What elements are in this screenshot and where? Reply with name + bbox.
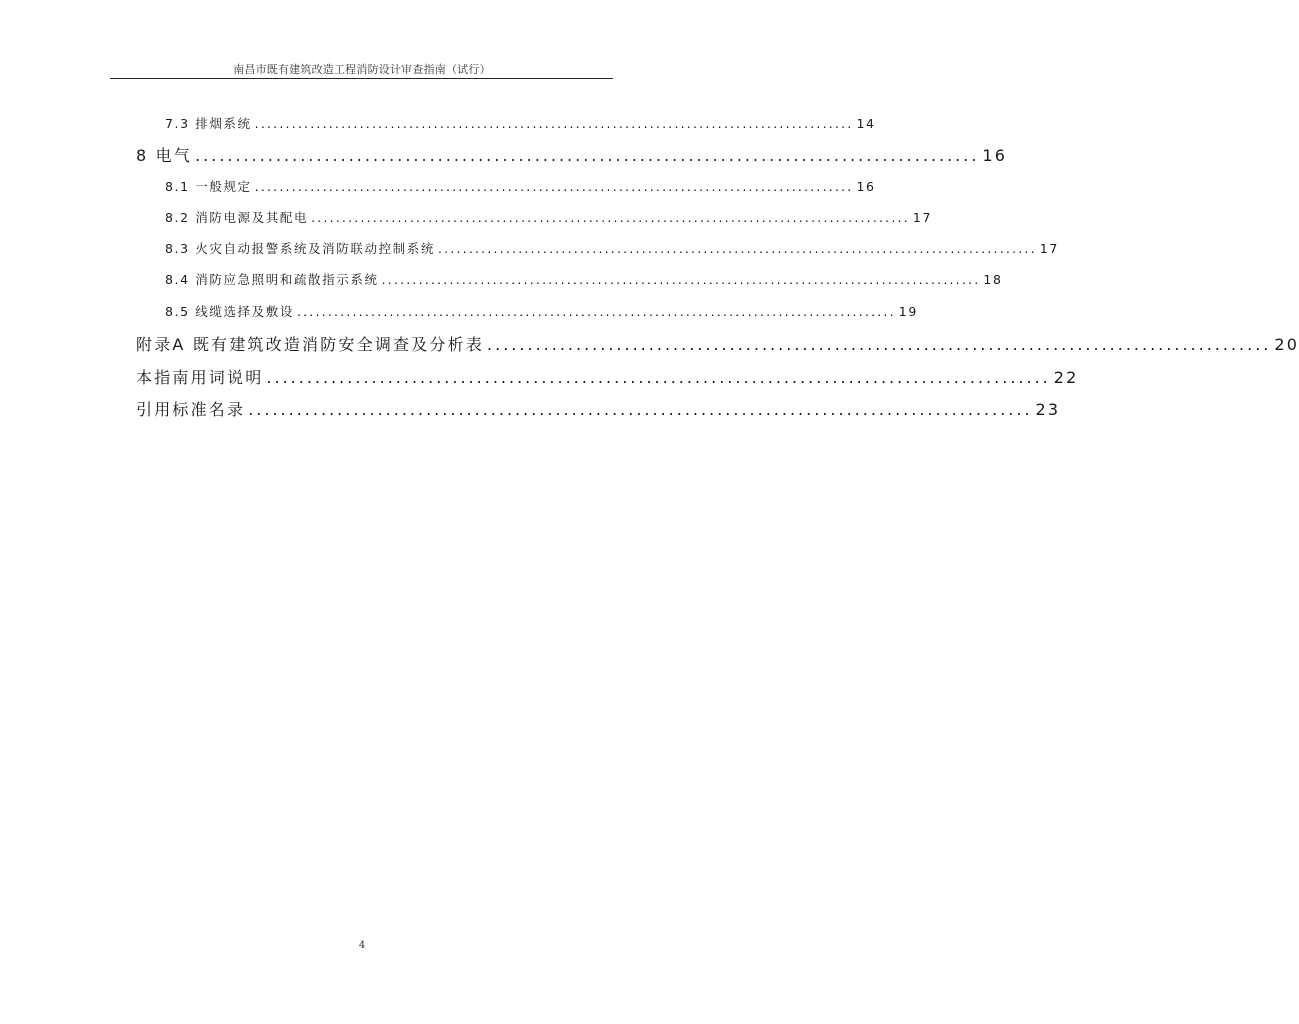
header-divider (110, 78, 613, 79)
toc-entry-label: 本指南用词说明 (136, 368, 264, 387)
toc-page-number: 23 (1035, 400, 1061, 419)
toc-dot-leader: ................................................................................................. (248, 400, 1033, 419)
toc-page-number: 20 (1274, 335, 1299, 354)
toc-page-number: 18 (983, 272, 1003, 287)
toc-entry-label: 8.4 消防应急照明和疏散指示系统 (165, 272, 379, 287)
toc-dot-leader: ................................................................................................. (254, 116, 854, 131)
toc-entry-label: 7.3 排烟系统 (165, 116, 252, 131)
toc-entry-8-2[interactable] (165, 208, 932, 226)
toc-dot-leader: ................................................................................................. (381, 272, 981, 287)
running-header-title: 南昌市既有建筑改造工程消防设计审查指南（试行） (233, 63, 491, 76)
toc-dot-leader: ................................................................................................. (254, 179, 854, 194)
toc-page-number: 17 (1039, 241, 1059, 256)
toc-entry-label: 8 电气 (136, 146, 193, 165)
toc-entry-8-3[interactable] (165, 239, 1059, 257)
toc-entry-7-3[interactable] (165, 114, 876, 132)
toc-page-number: 14 (856, 116, 876, 131)
toc-entry-wording-explanation[interactable] (136, 365, 1079, 388)
toc-dot-leader: ................................................................................................. (437, 241, 1037, 256)
toc-entry-label: 8.2 消防电源及其配电 (165, 210, 309, 225)
toc-entry-label: 附录A 既有建筑改造消防安全调查及分析表 (136, 335, 485, 354)
toc-entry-label: 8.3 火灾自动报警系统及消防联动控制系统 (165, 241, 435, 256)
toc-entry-label: 8.5 线缆选择及敷设 (165, 304, 294, 319)
toc-entry-label: 引用标准名录 (136, 400, 246, 419)
toc-page-number: 22 (1053, 368, 1079, 387)
toc-page-number: 19 (898, 304, 918, 319)
toc-dot-leader: ................................................................................................. (296, 304, 896, 319)
toc-entry-label: 8.1 一般规定 (165, 179, 252, 194)
toc-page-number: 16 (856, 179, 876, 194)
toc-dot-leader: ................................................................................................. (195, 146, 980, 165)
toc-entry-appendix-a[interactable] (136, 332, 1299, 355)
footer-page-number: 4 (358, 940, 366, 951)
toc-dot-leader: ................................................................................................. (311, 210, 910, 225)
toc-dot-leader: ................................................................................................. (487, 335, 1272, 354)
toc-entry-8-1[interactable] (165, 177, 876, 195)
toc-entry-8[interactable] (136, 143, 1008, 166)
toc-entry-8-4[interactable] (165, 270, 1003, 288)
toc-dot-leader: ................................................................................................. (266, 368, 1051, 387)
toc-page-number: 17 (912, 210, 932, 225)
toc-entry-8-5[interactable] (165, 302, 918, 320)
toc-page-number: 16 (982, 146, 1008, 165)
toc-entry-referenced-standards[interactable] (136, 397, 1061, 420)
